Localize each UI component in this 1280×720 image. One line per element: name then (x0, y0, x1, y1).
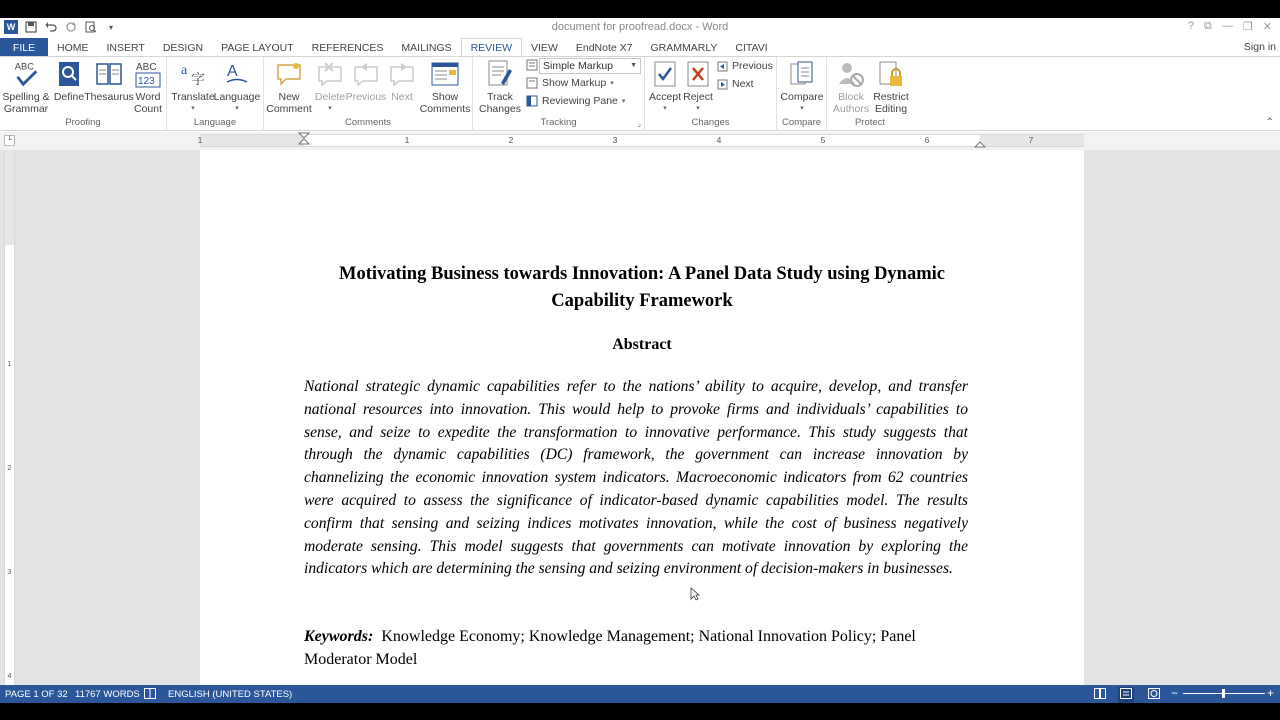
markup-select-value: Simple Markup (543, 60, 614, 72)
show-comments-button[interactable] (420, 59, 470, 115)
show-markup-dropdown-icon: ▾ (610, 80, 614, 87)
tab-endnote[interactable]: EndNote X7 (575, 41, 633, 54)
zoom-out-button[interactable]: − (1171, 686, 1179, 700)
tab-view[interactable]: VIEW (531, 41, 558, 54)
page-count-status[interactable]: PAGE 1 OF 32 (5, 689, 68, 700)
translate-label: Translate (171, 91, 215, 103)
delete-comment-button[interactable] (312, 59, 348, 115)
next-comment-icon (388, 59, 416, 89)
word-count-icon (134, 59, 162, 89)
title-bar (0, 18, 1280, 38)
show-comments-label-2: Comments (419, 103, 471, 115)
ruler-number: 4 (716, 135, 722, 145)
define-label: Define (53, 91, 85, 103)
vertical-ruler-number: 4 (7, 673, 12, 680)
zoom-slider-thumb[interactable] (1222, 689, 1225, 698)
word-count-icon-text-1: ABC (136, 62, 157, 73)
ruler-number: 2 (508, 135, 514, 145)
group-label-changes: Changes (691, 117, 730, 128)
group-label-comments: Comments (345, 117, 391, 128)
define-icon (55, 59, 83, 89)
vertical-ruler-number: 1 (7, 361, 12, 368)
block-authors-button[interactable] (829, 59, 873, 115)
ruler-number: 7 (1028, 135, 1034, 145)
ribbon-tabs (0, 38, 1280, 57)
previous-change-label: Previous (732, 60, 773, 72)
tab-references[interactable]: REFERENCES (311, 41, 384, 54)
word-count-status[interactable]: 11767 WORDS (75, 689, 140, 700)
abstract-heading: Abstract (612, 336, 672, 353)
group-protect (827, 57, 913, 131)
compare-label: Compare (780, 91, 824, 103)
word-window (0, 18, 1280, 703)
track-changes-icon (486, 59, 514, 89)
tab-citavi[interactable]: CITAVI (735, 41, 768, 54)
tab-insert[interactable]: INSERT (106, 41, 145, 54)
keywords-text: Knowledge Economy; Knowledge Management; National Innovation Policy; Panel Moderator Model (304, 628, 916, 668)
reviewing-pane-label: Reviewing Pane (542, 95, 618, 107)
define-button[interactable] (52, 59, 86, 103)
language-dropdown-icon: ▾ (235, 105, 239, 112)
ruler-number: 6 (924, 135, 930, 145)
show-markup-button[interactable] (526, 77, 614, 89)
spelling-label-2: Grammar (3, 103, 49, 115)
document-title: document for proofread.docx - Word (551, 21, 729, 33)
show-markup-label: Show Markup (542, 77, 607, 89)
reviewing-pane-dropdown-icon: ▾ (621, 98, 626, 105)
ruler-number: 1 (197, 135, 203, 145)
language-label: Language (213, 91, 261, 103)
tab-page-layout[interactable]: PAGE LAYOUT (221, 41, 294, 54)
window-controls (1188, 20, 1272, 33)
document-heading: Motivating Business towards Innovation: A Panel Data Study using Dynamic Capability Framework (339, 264, 945, 311)
next-comment-label: Next (391, 91, 413, 103)
new-comment-button[interactable] (266, 59, 312, 115)
reviewing-pane-button[interactable] (526, 95, 625, 107)
reviewing-pane-icon (526, 95, 538, 107)
keywords-label: Keywords: (304, 628, 374, 645)
ruler-left-margin (200, 135, 304, 146)
proofing-status-icon[interactable] (144, 688, 156, 702)
svg-text:A: A (227, 63, 238, 80)
read-mode-icon[interactable] (1094, 688, 1106, 702)
tab-file[interactable]: FILE (0, 38, 48, 57)
show-comments-icon (431, 59, 459, 89)
reject-dropdown-icon: ▾ (696, 105, 700, 112)
vertical-ruler-number: 2 (7, 465, 12, 472)
previous-change-icon (717, 61, 728, 72)
accept-button[interactable] (647, 59, 683, 115)
language-icon (223, 59, 251, 89)
tab-design[interactable]: DESIGN (162, 41, 204, 54)
show-markup-icon (526, 77, 538, 89)
group-label-compare: Compare (781, 117, 822, 128)
thesaurus-label: Thesaurus (84, 91, 134, 103)
delete-comment-icon (316, 59, 344, 89)
thesaurus-button[interactable] (86, 59, 132, 103)
next-comment-button[interactable] (386, 59, 418, 103)
next-change-icon (717, 79, 728, 90)
show-comments-label-1: Show (431, 91, 459, 103)
zoom-in-button[interactable]: + (1267, 686, 1275, 700)
vertical-ruler[interactable] (4, 150, 15, 685)
sign-in-link[interactable]: Sign in (1243, 41, 1276, 53)
collapse-ribbon-icon[interactable]: ⌃ (1265, 117, 1274, 128)
previous-comment-label: Previous (345, 91, 387, 103)
help-icon[interactable]: ? (1187, 20, 1195, 32)
svg-text:a: a (181, 63, 188, 78)
customize-qat-icon[interactable]: ▾ (108, 22, 113, 32)
ruler-area (0, 132, 1280, 150)
reject-button[interactable] (681, 59, 715, 115)
track-changes-label-1: Track (487, 91, 513, 103)
block-authors-label-2: Authors (832, 103, 870, 115)
abstract-paragraph: National strategic dynamic capabilities refer to the nations’ ability to acquire, develop, and transfer national resources into innovation. This would help to provoke firms and individuals’ capabilities to sense, and seize to expedite the transformation to innovative performance. This study suggests that through the dynamic capabilities (DC) framework, the government can increase innovation by channelizing the economic innovation system indicators. Macroeconomic indicators from 62 countries were acquired to assess the significance of indicator-based dynamic capabilities model. The results confirm that sensing and seizing indices motivates innovation, while the cost of business negatively moderate sensing. This model suggests that governments can motivate innovation by exploring the indicators which are determining the sensing and seizing environment of decision-makers in businesses. (304, 378, 968, 578)
word-count-button[interactable] (132, 59, 164, 115)
markup-select-caret-icon: ▼ (630, 62, 637, 69)
markup-mode-icon (526, 59, 538, 71)
restrict-editing-icon (877, 59, 905, 89)
close-icon[interactable]: ✕ (1262, 21, 1272, 33)
new-comment-icon (275, 59, 303, 89)
word-logo-icon: W (4, 20, 18, 34)
language-status[interactable]: ENGLISH (UNITED STATES) (168, 689, 293, 700)
spelling-label-1: Spelling & (2, 91, 50, 103)
web-layout-icon[interactable] (1148, 688, 1160, 702)
tab-grammarly[interactable]: GRAMMARLY (650, 41, 718, 54)
word-count-icon-text-2: 123 (138, 76, 155, 87)
status-bar (0, 685, 1280, 703)
spelling-icon-text: ABC (14, 61, 34, 72)
track-changes-button[interactable] (475, 59, 525, 115)
accept-dropdown-icon: ▾ (663, 105, 667, 112)
markup-select[interactable] (539, 58, 641, 74)
delete-dropdown-icon: ▾ (328, 105, 332, 112)
restrict-editing-label-1: Restrict (873, 91, 909, 103)
tracking-options-launcher-icon[interactable]: ⌟ (637, 119, 641, 128)
group-comments (264, 57, 473, 131)
print-layout-icon[interactable] (1118, 687, 1134, 703)
thesaurus-book-icon (95, 59, 123, 89)
tab-mailings[interactable]: MAILINGS (401, 41, 452, 54)
spelling-check-icon (12, 59, 40, 89)
mouse-pointer-icon (690, 587, 700, 604)
compare-button[interactable] (779, 59, 825, 115)
vertical-ruler-number: 3 (7, 569, 12, 576)
minimize-icon[interactable]: — (1221, 20, 1233, 32)
accept-icon (651, 59, 679, 89)
delete-label: Delete (314, 91, 346, 103)
keywords-paragraph (304, 626, 968, 671)
reject-icon (684, 59, 712, 89)
indent-marker-icon[interactable] (298, 132, 310, 148)
word-count-label-2: Count (133, 103, 163, 115)
compare-icon (788, 59, 816, 89)
word-count-label-1: Word (135, 91, 161, 103)
right-indent-marker-icon[interactable] (974, 140, 986, 148)
ruler-number: 1 (404, 135, 410, 145)
svg-text:字: 字 (191, 73, 205, 88)
ruler-number: 5 (820, 135, 826, 145)
vertical-ruler-top-margin (5, 150, 14, 245)
next-change-label: Next (732, 78, 754, 90)
translate-button[interactable] (171, 59, 215, 115)
document-canvas (0, 150, 1280, 685)
group-compare (777, 57, 827, 131)
ribbon (0, 56, 1280, 131)
previous-change-button[interactable] (717, 60, 773, 72)
accept-label: Accept (648, 91, 682, 103)
ribbon-display-options-icon[interactable]: ⧉ (1204, 20, 1212, 32)
new-comment-label-2: Comment (266, 103, 312, 115)
block-authors-icon (837, 59, 865, 89)
horizontal-ruler[interactable] (197, 134, 1084, 147)
reject-label: Reject (683, 91, 713, 103)
restrict-editing-label-2: Editing (874, 103, 908, 115)
previous-comment-icon (352, 59, 380, 89)
group-label-protect: Protect (854, 117, 886, 128)
tab-review[interactable]: REVIEW (461, 38, 522, 57)
group-label-proofing: Proofing (65, 117, 101, 128)
group-proofing (0, 57, 167, 131)
spelling-grammar-button[interactable] (2, 59, 50, 115)
restore-icon[interactable]: ❐ (1242, 21, 1253, 33)
ruler-number: 3 (612, 135, 618, 145)
block-authors-label-1: Block (838, 91, 864, 103)
translate-dropdown-icon: ▾ (191, 105, 195, 112)
group-changes (645, 57, 777, 131)
group-language (167, 57, 264, 131)
language-button[interactable] (215, 59, 259, 115)
document-page[interactable] (200, 150, 1084, 685)
new-comment-label-1: New (278, 91, 300, 103)
tab-selector-icon[interactable]: └ (4, 135, 15, 146)
group-label-language: Language (193, 117, 237, 128)
tab-home[interactable]: HOME (57, 41, 89, 54)
previous-comment-button[interactable] (345, 59, 387, 103)
restrict-editing-button[interactable] (871, 59, 911, 115)
next-change-button[interactable] (717, 78, 754, 90)
group-label-tracking: Tracking (540, 117, 577, 128)
translate-icon (179, 59, 207, 89)
track-changes-label-2: Changes (478, 103, 522, 115)
compare-dropdown-icon: ▾ (800, 105, 804, 112)
